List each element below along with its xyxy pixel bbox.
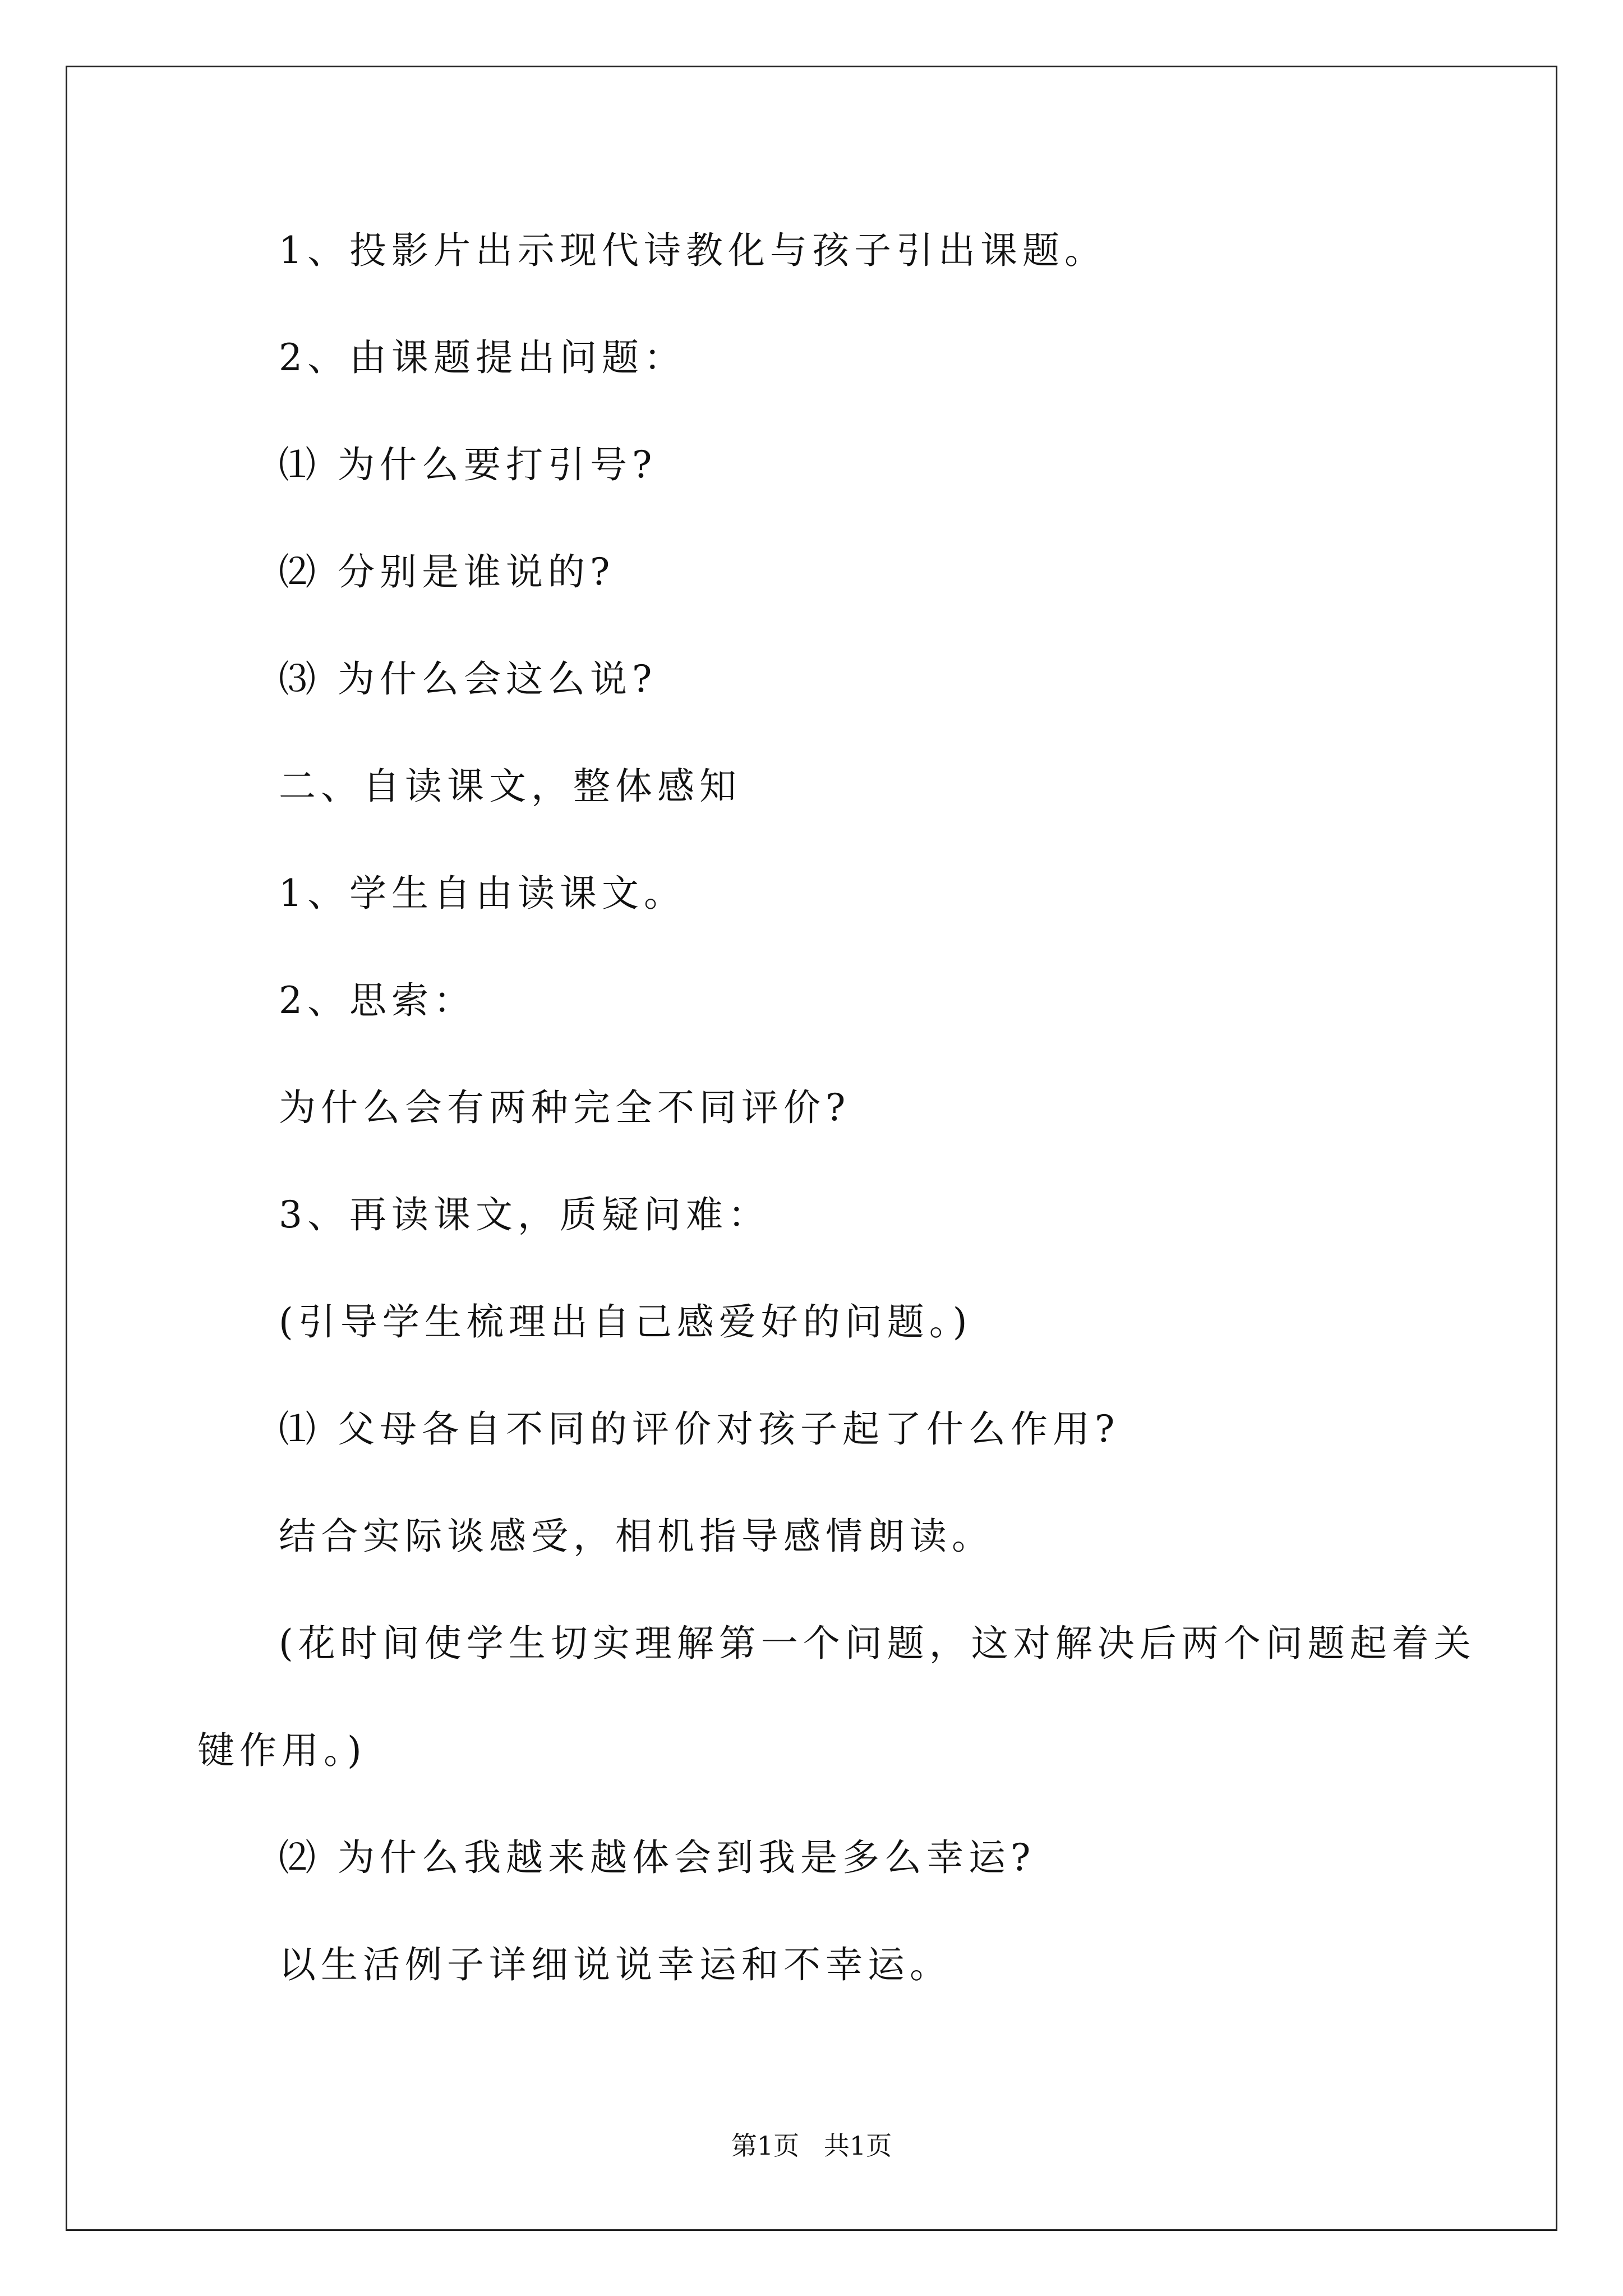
paragraph-line: 1、投影片出示现代诗教化与孩子引出课题。 (279, 229, 1106, 272)
page-footer: 第1页 共1页 (731, 2131, 892, 2161)
page-border (66, 66, 1557, 2231)
paragraph-line: ⑶ 为什么会这么说? (279, 657, 657, 701)
paragraph-line: ⑵ 分别是谁说的? (279, 550, 615, 593)
paragraph-line: ⑵ 为什么我越来越体会到我是多么幸运? (279, 1836, 1036, 1879)
paragraph-line: 1、学生自由读课文。 (279, 872, 686, 915)
paragraph-line: 键作用。) (197, 1729, 367, 1772)
paragraph-line: 2、由课题提出问题： (279, 336, 686, 379)
paragraph-line: ⑴ 父母各自不同的评价对孩子起了什么作用? (279, 1407, 1120, 1451)
paragraph-line: ⑴ 为什么要打引号? (279, 443, 657, 486)
paragraph-line: 2、思索： (279, 979, 476, 1022)
paragraph-line: 为什么会有两种完全不同评价? (279, 1086, 851, 1129)
paragraph-line: 以生活例子详细说说幸运和不幸运。 (279, 1943, 952, 1986)
paragraph-line: (花时间使学生切实理解第一个问题，这对解决后两个问题起着关 (279, 1622, 1476, 1665)
paragraph-line: 结合实际谈感受，相机指导感情朗读。 (279, 1515, 994, 1558)
paragraph-line: (引导学生梳理出自己感爱好的问题。) (279, 1300, 972, 1343)
section-heading: 二、自读课文，整体感知 (279, 765, 741, 808)
paragraph-line: 3、再读课文，质疑问难： (279, 1193, 770, 1236)
